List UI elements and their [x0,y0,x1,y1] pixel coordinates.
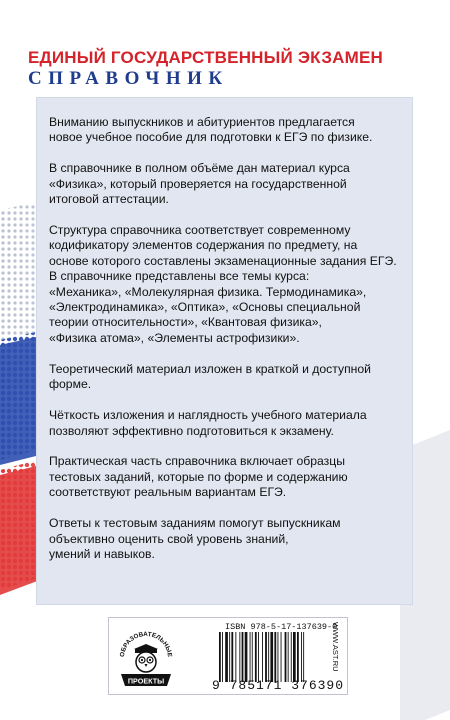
isbn-number: ISBN 978-5-17-137639-0 [225,622,338,632]
description-text [49,115,409,578]
description-paragraph: Структура справочника соответствует современному кодификатору элементов содержания по предмету, на основе которого составлены экзаменационные задания ЕГЭ. В справочнике представлены все темы курса: «Механика», «Молекулярная физика. Термодинамика», «Электродинамика», «Оптика», «Основы специальной теории относительности», «Квантовая физика», «Физика атома», «Элементы астрофизики». [49,223,397,345]
exam-title: ЕДИНЫЙ ГОСУДАРСТВЕННЫЙ ЭКЗАМЕН [28,48,384,67]
publisher-logo [117,622,175,690]
barcode-digits: 9 785171 376390 [212,678,345,693]
series-subtitle: СПРАВОЧНИК [28,68,229,89]
description-paragraph: Теоретический материал изложен в краткой и доступной форме. [49,361,371,392]
description-paragraph: В справочнике в полном объёме дан материал курса «Физика», который проверяется на государственной итоговой аттестации. [49,161,350,207]
logo-bottom-text: ПРОЕКТЫ [127,676,165,686]
description-paragraph: Ответы к тестовым заданиям помогут выпускникам объективно оценить свой уровень знаний, умений и навыков. [49,516,341,561]
ean-barcode [217,632,327,682]
barcode-area [108,617,348,695]
logo-top-text: ОБРАЗОВАТЕЛЬНЫЕ [118,630,174,658]
description-paragraph: Вниманию выпускников и абитуриентов предлагается новое учебное пособие для подготовки к ЕГЭ по физике. [49,115,373,145]
description-panel [37,98,412,604]
description-paragraph: Практическая часть справочника включает образцы тестовых заданий, которые по форме и содержанию соответствуют реальным вариантам ЕГЭ. [49,454,348,500]
description-paragraph: Чёткость изложения и наглядность учебного материала позволяют эффективно подготовиться к экзамену. [49,408,367,438]
publisher-website: WWW.AST.RU [331,622,340,672]
owl-icon [134,644,158,672]
